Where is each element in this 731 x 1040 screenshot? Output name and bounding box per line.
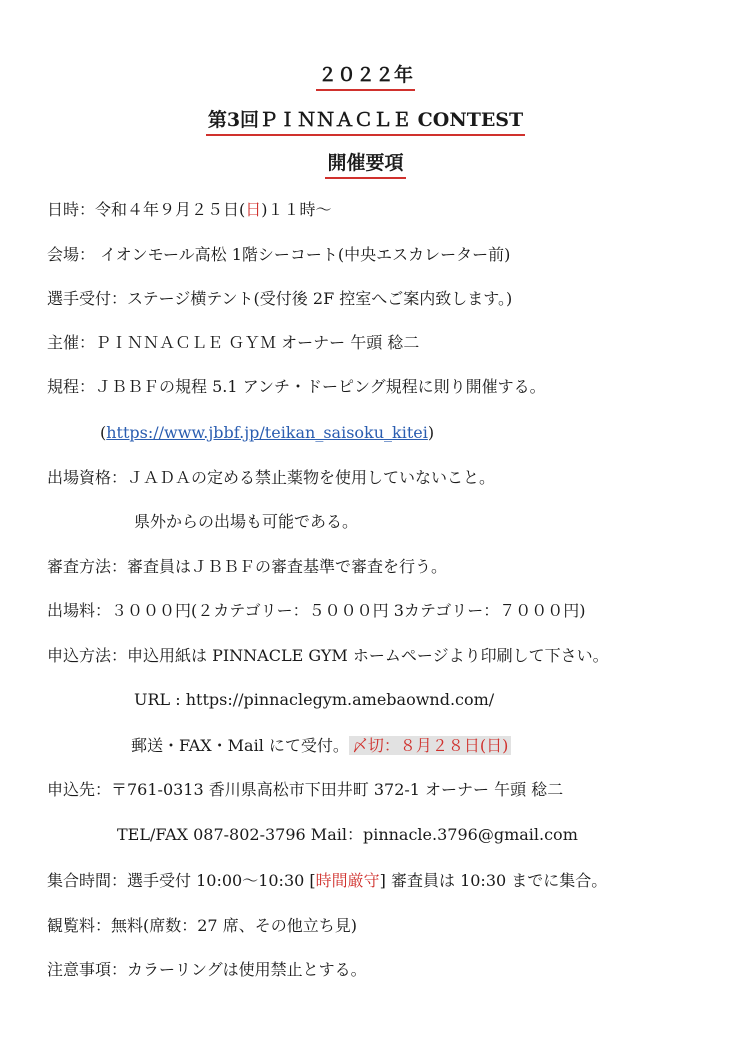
rules-link-line: (https://www.jbbf.jp/teikan_saisoku_kitei) bbox=[100, 423, 435, 442]
date-line: 日時：令和４年９月２５日(日)１１時～ bbox=[47, 200, 332, 219]
contact-line: TEL/FAX 087-802-3796 Mail：pinnacle.3796@gmail.com bbox=[117, 825, 578, 844]
judging-line: 審査方法：審査員はＪＢＢＦの審査基準で審査を行う。 bbox=[47, 557, 448, 576]
eligibility-note: 県外からの出場も可能である。 bbox=[134, 512, 359, 531]
deadline-highlight: 〆切：８月２８日(日) bbox=[349, 736, 512, 755]
date-weekday: 日 bbox=[245, 200, 262, 219]
notes-line: 注意事項：カラーリングは使用禁止とする。 bbox=[47, 960, 367, 979]
year-heading: ２０２２年 bbox=[0, 62, 731, 91]
gathering-line: 集合時間：選手受付 10:00～10:30 [時間厳守] 審査員は 10:30 までに集合。 bbox=[47, 871, 608, 890]
eligibility-line: 出場資格：ＪＡＤＡの定める禁止薬物を使用していないこと。 bbox=[47, 468, 496, 487]
contest-title: 第3回ＰＩＮＮＡＣＬＥ CONTEST bbox=[0, 107, 731, 136]
strict-time-label: 時間厳守 bbox=[315, 871, 380, 890]
admission-line: 観覧料：無料(席数：27 席、その他立ち見) bbox=[47, 916, 357, 935]
reception-line: 選手受付：ステージ横テント(受付後 2F 控室へご案内致します。) bbox=[47, 289, 513, 308]
fee-line: 出場料：３０００円(２カテゴリー：５０００円 3カテゴリー：７０００円) bbox=[47, 601, 586, 620]
apply-url-line: URL : https://pinnaclegym.amebaownd.com/ bbox=[134, 690, 495, 709]
organizer-line: 主催：ＰＩＮＮＡＣＬＥ ＧＹＭ オーナー 午頭 稔二 bbox=[47, 333, 420, 352]
rules-line: 規程：ＪＢＢＦの規程 5.1 アンチ・ドーピング規程に則り開催する。 bbox=[47, 377, 546, 396]
apply-method-line: 申込方法：申込用紙は PINNACLE GYM ホームページより印刷して下さい。 bbox=[47, 646, 609, 665]
guideline-heading: 開催要項 bbox=[0, 150, 731, 179]
apply-mail-line: 郵送・FAX・Mail にて受付。 〆切：８月２８日(日) bbox=[131, 734, 511, 758]
venue-line: 会場： イオンモール高松 1階シーコート(中央エスカレーター前) bbox=[47, 245, 511, 264]
rules-link[interactable]: https://www.jbbf.jp/teikan_saisoku_kitei bbox=[106, 423, 428, 442]
address-line: 申込先：〒761-0313 香川県高松市下田井町 372-1 オーナー 午頭 稔二 bbox=[47, 780, 564, 799]
